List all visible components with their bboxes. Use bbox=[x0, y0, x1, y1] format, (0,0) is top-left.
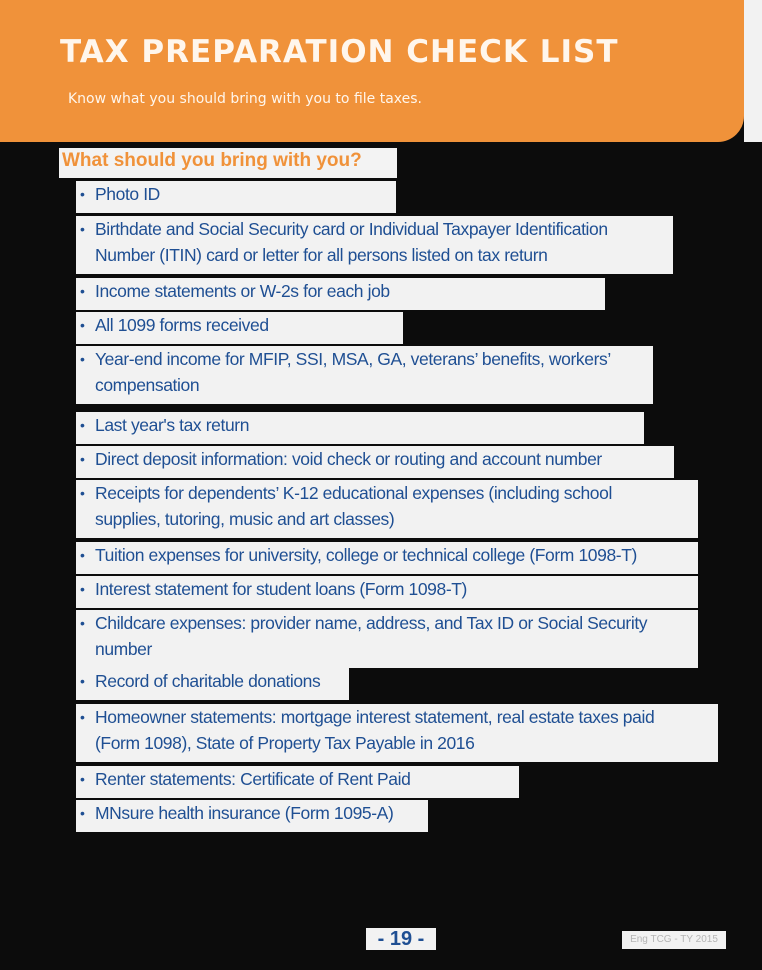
bullet-icon: • bbox=[80, 351, 85, 367]
bullet-icon: • bbox=[80, 186, 85, 202]
checklist-item-text: Last year's tax return bbox=[95, 415, 250, 435]
checklist-item bbox=[76, 610, 698, 668]
page-title: TAX PREPARATION CHECK LIST bbox=[60, 34, 619, 70]
checklist-item-text: compensation bbox=[95, 375, 200, 395]
checklist-item-text: Year-end income for MFIP, SSI, MSA, GA, veterans’ benefits, workers’ bbox=[95, 349, 611, 369]
header-edge bbox=[744, 0, 762, 142]
page-subtitle: Know what you should bring with you to file taxes. bbox=[68, 91, 422, 107]
checklist-item-text: supplies, tutoring, music and art classes) bbox=[95, 509, 395, 529]
checklist-item bbox=[76, 446, 674, 478]
checklist-item bbox=[76, 542, 698, 574]
header-banner bbox=[0, 0, 744, 142]
checklist-item bbox=[76, 576, 698, 608]
bullet-icon: • bbox=[80, 317, 85, 333]
bullet-icon: • bbox=[80, 805, 85, 821]
checklist-item-text: Childcare expenses: provider name, address, and Tax ID or Social Security bbox=[95, 613, 648, 633]
checklist-item bbox=[76, 668, 349, 700]
checklist-item bbox=[76, 216, 673, 274]
page-number: - 19 - bbox=[366, 928, 436, 950]
checklist-item-text: Number (ITIN) card or letter for all persons listed on tax return bbox=[95, 245, 548, 265]
section-heading: What should you bring with you? bbox=[59, 148, 397, 178]
checklist-item bbox=[76, 181, 396, 213]
bullet-icon: • bbox=[80, 451, 85, 467]
checklist-item-text: Direct deposit information: void check or routing and account number bbox=[95, 449, 602, 469]
checklist-item-text: Photo ID bbox=[95, 184, 160, 204]
checklist-item bbox=[76, 346, 653, 404]
bullet-icon: • bbox=[80, 485, 85, 501]
bullet-icon: • bbox=[80, 417, 85, 433]
checklist-item-text: Homeowner statements: mortgage interest statement, real estate taxes paid bbox=[95, 707, 655, 727]
checklist-item-text: MNsure health insurance (Form 1095-A) bbox=[95, 803, 394, 823]
bullet-icon: • bbox=[80, 709, 85, 725]
checklist-item-text: Record of charitable donations bbox=[95, 671, 321, 691]
checklist-item bbox=[76, 480, 698, 538]
checklist-item-text: Renter statements: Certificate of Rent Paid bbox=[95, 769, 411, 789]
checklist-item-text: Receipts for dependents’ K-12 educational expenses (including school bbox=[95, 483, 612, 503]
checklist-item-text: number bbox=[95, 639, 152, 659]
checklist-item bbox=[76, 412, 644, 444]
bullet-icon: • bbox=[80, 221, 85, 237]
checklist-item bbox=[76, 800, 428, 832]
checklist-item-text: (Form 1098), State of Property Tax Payable in 2016 bbox=[95, 733, 475, 753]
checklist-item bbox=[76, 278, 605, 310]
document-id: Eng TCG - TY 2015 bbox=[622, 931, 726, 949]
bullet-icon: • bbox=[80, 283, 85, 299]
checklist-item-text: Interest statement for student loans (Form 1098-T) bbox=[95, 579, 467, 599]
checklist-item bbox=[76, 312, 403, 344]
checklist-item-text: All 1099 forms received bbox=[95, 315, 269, 335]
checklist-item-text: Income statements or W-2s for each job bbox=[95, 281, 390, 301]
checklist-item bbox=[76, 704, 718, 762]
checklist-item-text: Birthdate and Social Security card or Individual Taxpayer Identification bbox=[95, 219, 608, 239]
checklist-item bbox=[76, 766, 519, 798]
bullet-icon: • bbox=[80, 581, 85, 597]
bullet-icon: • bbox=[80, 771, 85, 787]
bullet-icon: • bbox=[80, 615, 85, 631]
bullet-icon: • bbox=[80, 547, 85, 563]
bullet-icon: • bbox=[80, 673, 85, 689]
checklist-item-text: Tuition expenses for university, college or technical college (Form 1098-T) bbox=[95, 545, 637, 565]
